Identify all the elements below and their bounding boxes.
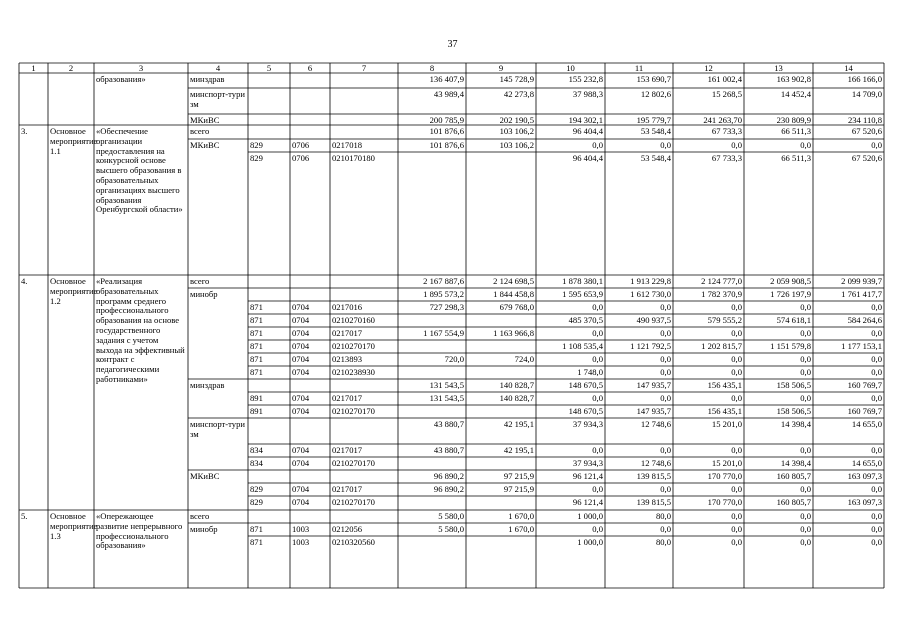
amount-value: 0,0 xyxy=(660,367,671,377)
amount-value: 148 670,5 xyxy=(568,406,603,416)
amount-value: 12 802,6 xyxy=(640,89,671,99)
column-header: 10 xyxy=(566,62,575,73)
amount-value: 1 878 380,1 xyxy=(562,276,603,286)
budget-code: 829 xyxy=(250,140,263,150)
amount-value: 136 407,9 xyxy=(429,74,464,84)
amount-value: 0,0 xyxy=(660,328,671,338)
amount-value: 97 215,9 xyxy=(503,484,534,494)
column-header: 11 xyxy=(634,62,644,73)
amount-value: 163 097,3 xyxy=(847,497,882,507)
amount-value: 14 398,4 xyxy=(780,419,811,429)
amount-value: 96 404,4 xyxy=(572,126,603,136)
amount-value: 0,0 xyxy=(871,445,882,455)
amount-value: 37 988,3 xyxy=(572,89,603,99)
amount-value: 574 618,1 xyxy=(776,315,811,325)
amount-value: 2 124 777,0 xyxy=(701,276,742,286)
amount-value: 0,0 xyxy=(592,328,603,338)
target-code: 0213893 xyxy=(332,354,363,364)
amount-value: 0,0 xyxy=(660,445,671,455)
section-number: 3. xyxy=(21,126,28,136)
amount-value: 12 748,6 xyxy=(640,458,671,468)
amount-value: 14 709,0 xyxy=(851,89,882,99)
measure-title: «Обеспечение организации предоставления на конкурсной основе высшего образования в образовательных организациях высшего образования Оренбургской области» xyxy=(96,126,183,215)
amount-value: 43 880,7 xyxy=(433,445,464,455)
amount-value: 153 690,7 xyxy=(636,74,671,84)
amount-value: 200 785,9 xyxy=(429,115,464,125)
amount-value: 0,0 xyxy=(871,537,882,547)
amount-value: 0,0 xyxy=(871,393,882,403)
section-code: 0704 xyxy=(292,497,310,507)
section-code: 0704 xyxy=(292,302,310,312)
measure-type: Основное мероприятие 1.3 xyxy=(50,511,98,541)
measure-type: Основное мероприятие 1.2 xyxy=(50,276,98,306)
amount-value: 155 232,8 xyxy=(568,74,603,84)
amount-value: 145 728,9 xyxy=(499,74,534,84)
amount-value: 14 655,0 xyxy=(851,419,882,429)
section-code: 0706 xyxy=(292,140,310,150)
executor-name: минспорт-туризм xyxy=(190,89,245,109)
amount-value: 234 110,8 xyxy=(847,115,882,125)
amount-value: 2 167 887,6 xyxy=(423,276,464,286)
amount-value: 0,0 xyxy=(731,328,742,338)
amount-value: 0,0 xyxy=(660,140,671,150)
executor-name: минздрав xyxy=(190,380,225,390)
amount-value: 97 215,9 xyxy=(503,471,534,481)
amount-value: 0,0 xyxy=(800,140,811,150)
amount-value: 2 059 908,5 xyxy=(770,276,811,286)
amount-value: 0,0 xyxy=(731,524,742,534)
amount-value: 96 121,4 xyxy=(572,497,603,507)
amount-value: 67 520,6 xyxy=(851,126,882,136)
amount-value: 679 768,0 xyxy=(499,302,534,312)
target-code: 0210170180 xyxy=(332,153,375,163)
amount-value: 720,0 xyxy=(444,354,464,364)
amount-value: 163 097,3 xyxy=(847,471,882,481)
budget-code: 871 xyxy=(250,302,263,312)
amount-value: 131 543,5 xyxy=(429,393,464,403)
amount-value: 140 828,7 xyxy=(499,393,534,403)
budget-code: 871 xyxy=(250,537,263,547)
target-code: 0217017 xyxy=(332,484,363,494)
amount-value: 579 555,2 xyxy=(707,315,742,325)
measure-title: «Опережающее развитие непрерывного профессионального образования» xyxy=(96,511,183,551)
target-code: 0217017 xyxy=(332,328,363,338)
column-header: 8 xyxy=(429,62,435,73)
amount-value: 37 934,3 xyxy=(572,419,603,429)
section-code: 1003 xyxy=(292,524,310,534)
amount-value: 0,0 xyxy=(871,484,882,494)
target-code: 0217017 xyxy=(332,393,363,403)
amount-value: 42 273,8 xyxy=(503,89,534,99)
amount-value: 0,0 xyxy=(800,367,811,377)
amount-value: 160 805,7 xyxy=(776,471,811,481)
amount-value: 490 937,5 xyxy=(636,315,671,325)
amount-value: 0,0 xyxy=(871,302,882,312)
amount-value: 12 748,6 xyxy=(640,419,671,429)
amount-value: 1 121 792,5 xyxy=(630,341,671,351)
amount-value: 727 298,3 xyxy=(429,302,464,312)
amount-value: 0,0 xyxy=(731,302,742,312)
budget-code: 829 xyxy=(250,497,263,507)
amount-value: 0,0 xyxy=(731,484,742,494)
amount-value: 1 202 815,7 xyxy=(701,341,742,351)
amount-value: 80,0 xyxy=(655,511,671,521)
measure-title: образования» xyxy=(96,74,146,84)
budget-code: 834 xyxy=(250,458,263,468)
target-code: 0210320560 xyxy=(332,537,375,547)
amount-value: 156 435,1 xyxy=(707,406,742,416)
column-header: 5 xyxy=(266,62,272,73)
section-code: 0704 xyxy=(292,406,310,416)
amount-value: 0,0 xyxy=(731,354,742,364)
amount-value: 0,0 xyxy=(800,302,811,312)
amount-value: 42 195,1 xyxy=(503,445,534,455)
amount-value: 101 876,6 xyxy=(429,140,464,150)
amount-value: 1 748,0 xyxy=(577,367,603,377)
amount-value: 160 769,7 xyxy=(847,380,882,390)
amount-value: 80,0 xyxy=(655,537,671,547)
amount-value: 42 195,1 xyxy=(503,419,534,429)
amount-value: 0,0 xyxy=(800,445,811,455)
amount-value: 230 809,9 xyxy=(776,115,811,125)
amount-value: 1 761 417,7 xyxy=(841,289,882,299)
amount-value: 67 733,3 xyxy=(711,126,742,136)
column-header: 13 xyxy=(774,62,783,73)
amount-value: 1 726 197,9 xyxy=(770,289,811,299)
amount-value: 140 828,7 xyxy=(499,380,534,390)
amount-value: 0,0 xyxy=(800,524,811,534)
amount-value: 1 782 370,9 xyxy=(701,289,742,299)
amount-value: 161 002,4 xyxy=(707,74,742,84)
column-header: 1 xyxy=(31,62,36,73)
target-code: 0212056 xyxy=(332,524,363,534)
section-code: 0704 xyxy=(292,341,310,351)
target-code: 0210270170 xyxy=(332,497,375,507)
budget-code: 871 xyxy=(250,354,263,364)
amount-value: 131 543,5 xyxy=(429,380,464,390)
amount-value: 96 890,2 xyxy=(433,484,464,494)
amount-value: 43 880,7 xyxy=(433,419,464,429)
section-code: 0704 xyxy=(292,328,310,338)
amount-value: 0,0 xyxy=(800,537,811,547)
page-number: 37 xyxy=(447,39,458,50)
amount-value: 170 770,0 xyxy=(707,497,742,507)
amount-value: 0,0 xyxy=(592,302,603,312)
amount-value: 0,0 xyxy=(871,328,882,338)
target-code: 0210238930 xyxy=(332,367,375,377)
amount-value: 2 124 698,5 xyxy=(493,276,534,286)
amount-value: 139 815,5 xyxy=(636,497,671,507)
executor-name: минобр xyxy=(190,524,218,534)
amount-value: 147 935,7 xyxy=(636,380,671,390)
amount-value: 66 511,3 xyxy=(781,153,811,163)
amount-value: 170 770,0 xyxy=(707,471,742,481)
amount-value: 96 404,4 xyxy=(572,153,603,163)
amount-value: 0,0 xyxy=(592,354,603,364)
executor-name: МКиВС xyxy=(190,471,220,481)
amount-value: 67 733,3 xyxy=(711,153,742,163)
amount-value: 0,0 xyxy=(871,511,882,521)
budget-code: 871 xyxy=(250,524,263,534)
column-header: 4 xyxy=(215,62,221,73)
amount-value: 1 151 579,8 xyxy=(770,341,811,351)
amount-value: 0,0 xyxy=(731,445,742,455)
amount-value: 53 548,4 xyxy=(640,153,671,163)
executor-name: МКиВС xyxy=(190,115,220,125)
section-code: 1003 xyxy=(292,537,310,547)
amount-value: 0,0 xyxy=(660,524,671,534)
section-code: 0704 xyxy=(292,354,310,364)
column-header: 2 xyxy=(68,62,74,73)
target-code: 0210270160 xyxy=(332,315,375,325)
amount-value: 5 580,0 xyxy=(438,511,464,521)
section-code: 0706 xyxy=(292,153,310,163)
executor-name: минобр xyxy=(190,289,218,299)
executor-name: МКиВС xyxy=(190,140,220,150)
section-code: 0704 xyxy=(292,484,310,494)
amount-value: 0,0 xyxy=(800,393,811,403)
amount-value: 0,0 xyxy=(731,393,742,403)
amount-value: 1 844 458,8 xyxy=(493,289,534,299)
amount-value: 0,0 xyxy=(871,524,882,534)
amount-value: 0,0 xyxy=(660,354,671,364)
amount-value: 1 167 554,9 xyxy=(423,328,464,338)
amount-value: 0,0 xyxy=(592,393,603,403)
amount-value: 0,0 xyxy=(660,484,671,494)
amount-value: 160 769,7 xyxy=(847,406,882,416)
amount-value: 14 398,4 xyxy=(780,458,811,468)
amount-value: 67 520,6 xyxy=(851,153,882,163)
amount-value: 103 106,2 xyxy=(499,126,534,136)
amount-value: 37 934,3 xyxy=(572,458,603,468)
amount-value: 148 670,5 xyxy=(568,380,603,390)
amount-value: 0,0 xyxy=(871,140,882,150)
amount-value: 158 506,5 xyxy=(776,380,811,390)
amount-value: 66 511,3 xyxy=(781,126,811,136)
amount-value: 1 163 966,8 xyxy=(493,328,534,338)
amount-value: 15 268,5 xyxy=(711,89,742,99)
budget-code: 871 xyxy=(250,328,263,338)
amount-value: 241 263,70 xyxy=(703,115,742,125)
amount-value: 1 670,0 xyxy=(508,524,534,534)
column-header: 9 xyxy=(498,62,504,73)
amount-value: 53 548,4 xyxy=(640,126,671,136)
amount-value: 195 779,7 xyxy=(636,115,671,125)
amount-value: 202 190,5 xyxy=(499,115,534,125)
amount-value: 101 876,6 xyxy=(429,126,464,136)
budget-code: 829 xyxy=(250,153,263,163)
target-code: 0217017 xyxy=(332,445,363,455)
target-code: 0210270170 xyxy=(332,406,375,416)
amount-value: 194 302,1 xyxy=(568,115,603,125)
amount-value: 1 612 730,0 xyxy=(630,289,671,299)
amount-value: 96 890,2 xyxy=(433,471,464,481)
amount-value: 1 000,0 xyxy=(577,511,603,521)
amount-value: 0,0 xyxy=(871,367,882,377)
amount-value: 0,0 xyxy=(592,140,603,150)
amount-value: 103 106,2 xyxy=(499,140,534,150)
column-header: 7 xyxy=(361,62,367,73)
amount-value: 1 913 229,8 xyxy=(630,276,671,286)
amount-value: 96 121,4 xyxy=(572,471,603,481)
amount-value: 139 815,5 xyxy=(636,471,671,481)
column-header: 12 xyxy=(704,62,713,73)
amount-value: 0,0 xyxy=(800,328,811,338)
section-number: 4. xyxy=(21,276,28,286)
amount-value: 0,0 xyxy=(731,140,742,150)
amount-value: 0,0 xyxy=(800,484,811,494)
amount-value: 5 580,0 xyxy=(438,524,464,534)
measure-title: «Реализация образовательных программ среднего профессионального образования на основе государственного задания с учетом выхода на эффективный контракт с педагогическими работниками» xyxy=(96,276,185,384)
amount-value: 584 264,6 xyxy=(847,315,882,325)
budget-code: 871 xyxy=(250,315,263,325)
amount-value: 166 166,0 xyxy=(847,74,882,84)
amount-value: 1 895 573,2 xyxy=(423,289,464,299)
amount-value: 1 177 153,1 xyxy=(841,341,882,351)
target-code: 0217016 xyxy=(332,302,363,312)
amount-value: 14 655,0 xyxy=(851,458,882,468)
budget-code: 891 xyxy=(250,393,263,403)
section-code: 0704 xyxy=(292,315,310,325)
executor-name: минспорт-туризм xyxy=(190,419,245,439)
amount-value: 1 670,0 xyxy=(508,511,534,521)
amount-value: 1 595 653,9 xyxy=(562,289,603,299)
amount-value: 15 201,0 xyxy=(711,419,742,429)
budget-code: 871 xyxy=(250,367,263,377)
amount-value: 160 805,7 xyxy=(776,497,811,507)
amount-value: 485 370,5 xyxy=(568,315,603,325)
amount-value: 2 099 939,7 xyxy=(841,276,882,286)
column-header: 14 xyxy=(844,62,853,73)
amount-value: 0,0 xyxy=(660,302,671,312)
column-header: 3 xyxy=(138,62,144,73)
amount-value: 0,0 xyxy=(660,393,671,403)
amount-value: 1 108 535,4 xyxy=(562,341,603,351)
amount-value: 158 506,5 xyxy=(776,406,811,416)
target-code: 0210270170 xyxy=(332,458,375,468)
amount-value: 1 000,0 xyxy=(577,537,603,547)
amount-value: 15 201,0 xyxy=(711,458,742,468)
executor-name: всего xyxy=(190,126,210,136)
executor-name: всего xyxy=(190,511,210,521)
amount-value: 156 435,1 xyxy=(707,380,742,390)
amount-value: 0,0 xyxy=(731,367,742,377)
target-code: 0217018 xyxy=(332,140,363,150)
amount-value: 147 935,7 xyxy=(636,406,671,416)
target-code: 0210270170 xyxy=(332,341,375,351)
amount-value: 0,0 xyxy=(731,511,742,521)
amount-value: 43 989,4 xyxy=(433,89,464,99)
section-code: 0704 xyxy=(292,367,310,377)
section-number: 5. xyxy=(21,511,28,521)
measure-type: Основное мероприятие 1.1 xyxy=(50,126,98,156)
executor-name: всего xyxy=(190,276,210,286)
amount-value: 0,0 xyxy=(871,354,882,364)
section-code: 0704 xyxy=(292,393,310,403)
amount-value: 0,0 xyxy=(592,445,603,455)
section-code: 0704 xyxy=(292,458,310,468)
budget-code: 829 xyxy=(250,484,263,494)
amount-value: 0,0 xyxy=(731,537,742,547)
amount-value: 0,0 xyxy=(592,484,603,494)
column-header: 6 xyxy=(307,62,313,73)
amount-value: 0,0 xyxy=(800,511,811,521)
amount-value: 163 902,8 xyxy=(776,74,811,84)
executor-name: минздрав xyxy=(190,74,225,84)
budget-code: 834 xyxy=(250,445,263,455)
amount-value: 724,0 xyxy=(514,354,534,364)
amount-value: 0,0 xyxy=(592,524,603,534)
budget-code: 891 xyxy=(250,406,263,416)
amount-value: 14 452,4 xyxy=(780,89,811,99)
section-code: 0704 xyxy=(292,445,310,455)
amount-value: 0,0 xyxy=(800,354,811,364)
budget-code: 871 xyxy=(250,341,263,351)
